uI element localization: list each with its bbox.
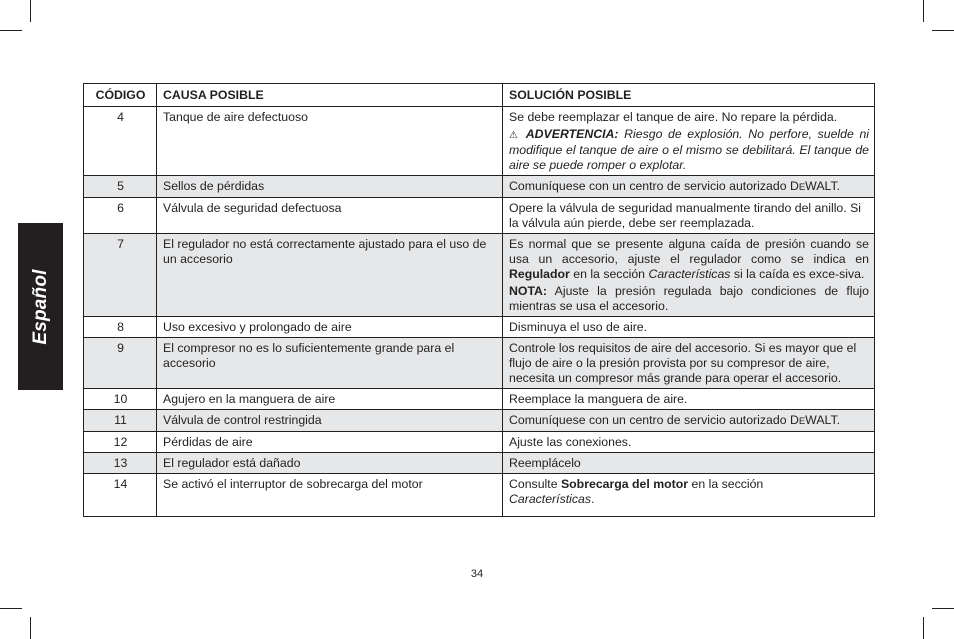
- note-paragraph: [509, 284, 869, 314]
- row-cause: Tanque de aire defectuoso: [157, 107, 503, 176]
- solution-text: Consulte: [509, 477, 558, 491]
- row-cause: Agujero en la manguera de aire: [157, 389, 503, 410]
- solution-text: en la sección: [573, 267, 646, 281]
- brand-small-caps: E: [798, 416, 806, 427]
- header-code: CÓDIGO: [84, 84, 157, 107]
- table-row: [84, 317, 875, 338]
- solution-bold: Sobrecarga del motor: [560, 477, 689, 491]
- warning-label: ADVERTENCIA:: [525, 127, 619, 141]
- row-cause: Válvula de seguridad defectuosa: [157, 198, 503, 234]
- crop-mark: [932, 30, 954, 31]
- solution-bold: Regulador: [509, 267, 570, 281]
- solution-italic: Características: [509, 492, 592, 506]
- table-row: [84, 474, 875, 517]
- table-row: [84, 234, 875, 317]
- row-solution: [503, 234, 875, 317]
- crop-mark: [30, 617, 31, 639]
- row-solution: Opere la válvula de seguridad manualmente tirando del anillo. Si la válvula aún pierde, debe ser reemplazada.: [503, 198, 875, 234]
- row-cause: El regulador no está correctamente ajustado para el uso de un accesorio: [157, 234, 503, 317]
- table-row: [84, 198, 875, 234]
- solution-text: en la sección: [691, 477, 764, 491]
- language-tab-label: Español: [29, 268, 51, 345]
- crop-mark: [0, 30, 22, 31]
- header-cause: CAUSA POSIBLE: [157, 84, 503, 107]
- row-code: 5: [84, 176, 157, 198]
- solution-text: si la caída es exce-siva.: [733, 267, 865, 281]
- crop-mark: [30, 0, 31, 22]
- crop-mark: [923, 617, 924, 639]
- warning-triangle-icon: ⚠: [509, 130, 521, 141]
- row-cause: Uso excesivo y prolongado de aire: [157, 317, 503, 338]
- table-row: [84, 410, 875, 432]
- page-number: 34: [470, 568, 484, 580]
- row-solution: Disminuya el uso de aire.: [503, 317, 875, 338]
- language-tab: [18, 223, 63, 390]
- crop-mark: [932, 608, 954, 609]
- row-cause: Sellos de pérdidas: [157, 176, 503, 198]
- solution-italic: Características: [648, 267, 731, 281]
- table-row: [84, 432, 875, 453]
- row-code: 7: [84, 234, 157, 317]
- row-code: 9: [84, 338, 157, 389]
- table-header-row: [84, 84, 875, 107]
- row-code: 13: [84, 453, 157, 474]
- crop-mark: [0, 608, 22, 609]
- note-text: Ajuste la presión regulada bajo condiciones de flujo mientras se usa el accesorio.: [509, 284, 869, 313]
- solution-paragraph: [509, 237, 869, 282]
- row-solution: [503, 107, 875, 176]
- row-code: 12: [84, 432, 157, 453]
- row-code: 11: [84, 410, 157, 432]
- row-solution: Reemplácelo: [503, 453, 875, 474]
- row-cause: Pérdidas de aire: [157, 432, 503, 453]
- row-code: 10: [84, 389, 157, 410]
- row-solution: Ajuste las conexiones.: [503, 432, 875, 453]
- note-label: NOTA:: [509, 284, 548, 298]
- table-row: [84, 107, 875, 176]
- row-solution: [503, 410, 875, 432]
- table-row: [84, 453, 875, 474]
- brand-small-caps: E: [798, 182, 806, 193]
- solution-text: Se debe reemplazar el tanque de aire. No repare la pérdida.: [509, 110, 838, 124]
- row-cause: El regulador está dañado: [157, 453, 503, 474]
- row-code: 4: [84, 107, 157, 176]
- solution-text: Comuníquese con un centro de servicio autorizado D: [509, 413, 799, 427]
- row-solution: Reemplace la manguera de aire.: [503, 389, 875, 410]
- warning-block: [509, 127, 869, 173]
- troubleshooting-table: [83, 83, 875, 517]
- row-solution: [503, 474, 875, 517]
- row-code: 14: [84, 474, 157, 517]
- solution-text: Es normal que se presente alguna caída de presión cuando se usa un accesorio, ajuste el regulador como se indica en: [509, 237, 869, 266]
- crop-mark: [923, 0, 924, 22]
- solution-text: Comuníquese con un centro de servicio autorizado D: [509, 179, 799, 193]
- table-row: [84, 338, 875, 389]
- solution-text-end: WALT.: [805, 179, 841, 193]
- row-solution: [503, 176, 875, 198]
- table-row: [84, 389, 875, 410]
- row-cause: Se activó el interruptor de sobrecarga del motor: [157, 474, 503, 517]
- solution-text-end: WALT.: [805, 413, 841, 427]
- row-cause: El compresor no es lo suficientemente grande para el accesorio: [157, 338, 503, 389]
- row-cause: Válvula de control restringida: [157, 410, 503, 432]
- solution-text-end: .: [591, 492, 595, 506]
- row-solution: Controle los requisitos de aire del accesorio. Si es mayor que el flujo de aire o la presión provista por su compresor de aire, necesita un compresor más grande para operar el accesorio.: [503, 338, 875, 389]
- row-code: 8: [84, 317, 157, 338]
- row-code: 6: [84, 198, 157, 234]
- warning-text: Riesgo de explosión. No perfore, suelde ni modifique el tanque de aire o el mismo se debilitará. El tanque de aire se puede romper o explotar.: [509, 127, 870, 172]
- header-solution: SOLUCIÓN POSIBLE: [503, 84, 875, 107]
- table-row: [84, 176, 875, 198]
